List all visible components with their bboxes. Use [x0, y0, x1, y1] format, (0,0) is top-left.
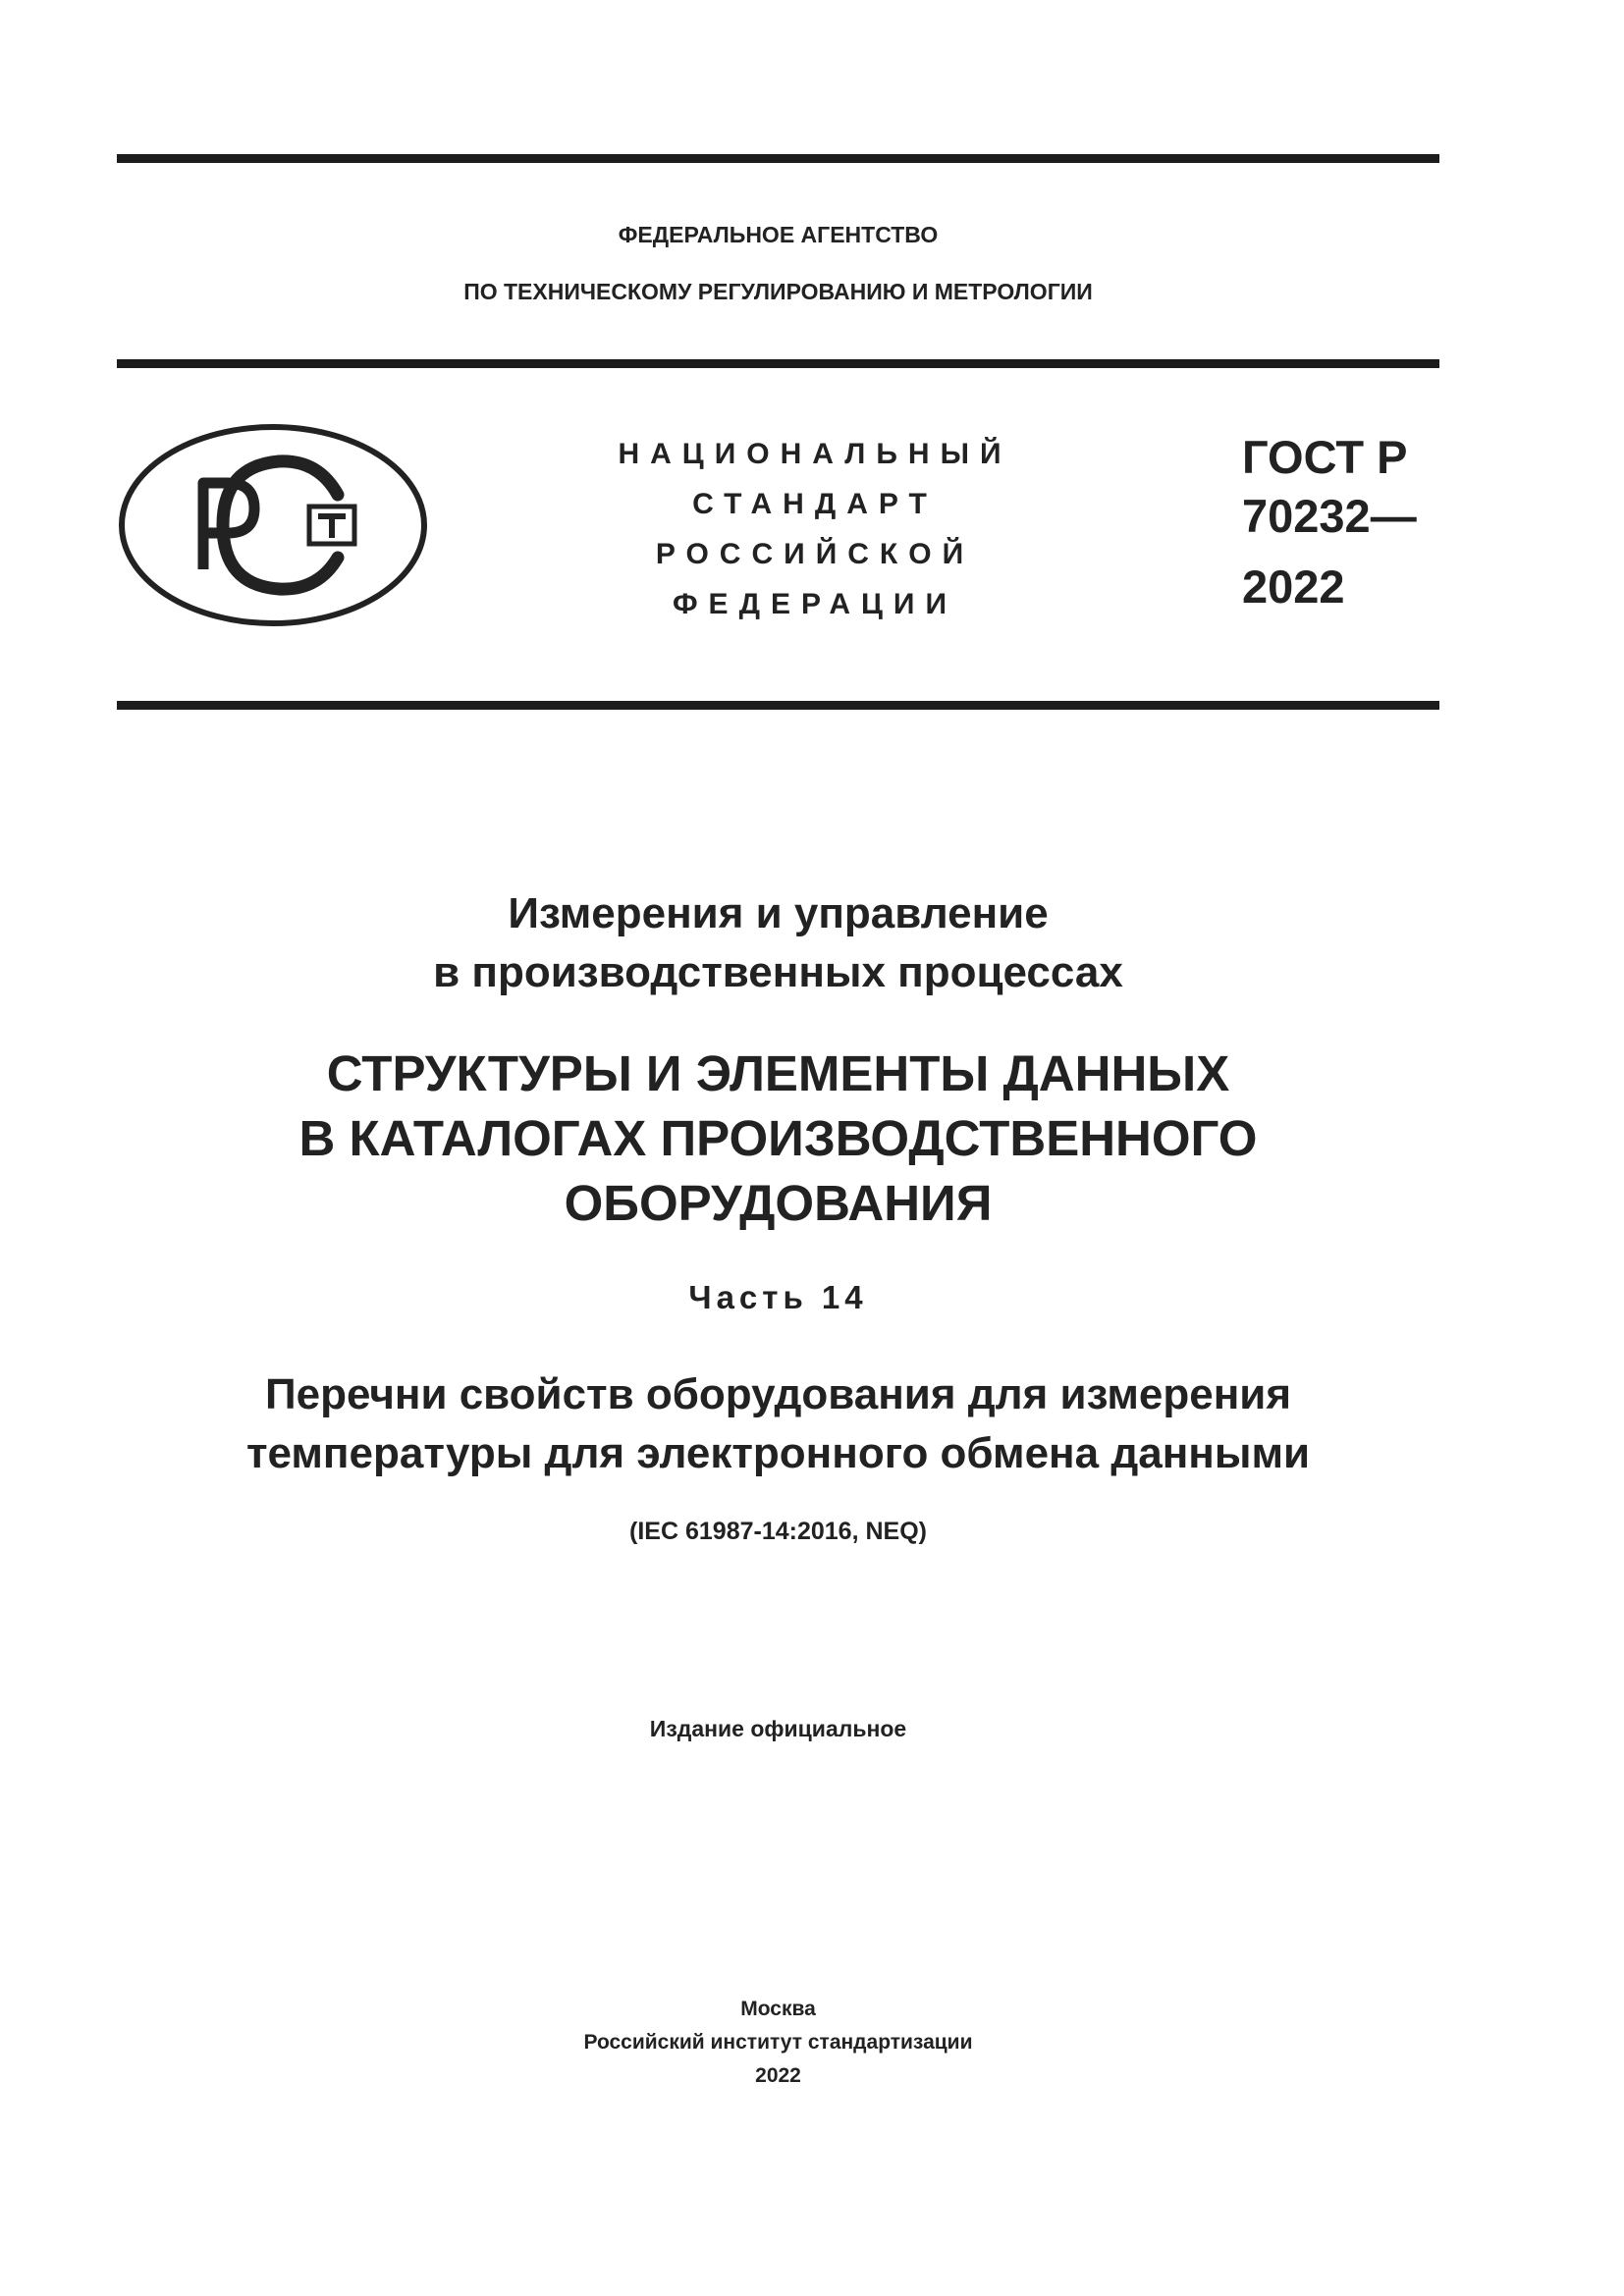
publisher-city: Москва — [740, 1998, 816, 2020]
designation-line-1: ГОСТ Р — [1242, 431, 1408, 483]
title-line-2: В КАТАЛОГАХ ПРОИЗВОДСТВЕННОГО — [298, 1110, 1258, 1166]
standard-type-line-4: ФЕДЕРАЦИИ — [672, 588, 958, 620]
title-line-3: ОБОРУДОВАНИЯ — [564, 1175, 993, 1231]
subtitle-line-2: в производственных процессах — [433, 948, 1123, 996]
agency-line-2: ПО ТЕХНИЧЕСКОМУ РЕГУЛИРОВАНИЮ И МЕТРОЛОГИИ — [463, 279, 1093, 304]
international-reference: (IEC 61987-14:2016, NEQ) — [629, 1518, 927, 1545]
part-title-line-1: Перечни свойств оборудования для измерения — [264, 1370, 1292, 1418]
header-rule — [117, 359, 1439, 368]
designation-rule — [117, 701, 1439, 710]
publisher-name: Российский институт стандартизации — [583, 2031, 973, 2054]
rst-logo-icon — [117, 422, 429, 628]
designation-line-2: 70232— — [1242, 490, 1417, 542]
part-number: Часть 14 — [688, 1279, 868, 1315]
standard-type-line-2: СТАНДАРТ — [692, 488, 938, 520]
designation-line-3: 2022 — [1242, 561, 1345, 613]
edition-label: Издание официальное — [649, 1716, 907, 1741]
publication-year: 2022 — [755, 2064, 801, 2087]
agency-line-1: ФЕДЕРАЛЬНОЕ АГЕНТСТВО — [618, 222, 939, 247]
standard-type-line-3: РОССИЙСКОЙ — [655, 538, 975, 570]
subtitle-line-1: Измерения и управление — [508, 889, 1049, 937]
top-rule — [117, 154, 1439, 163]
part-title-line-2: температуры для электронного обмена данными — [245, 1429, 1311, 1477]
standard-type-line-1: НАЦИОНАЛЬНЫЙ — [618, 438, 1012, 470]
title-line-1: СТРУКТУРЫ И ЭЛЕМЕНТЫ ДАННЫХ — [326, 1045, 1230, 1101]
